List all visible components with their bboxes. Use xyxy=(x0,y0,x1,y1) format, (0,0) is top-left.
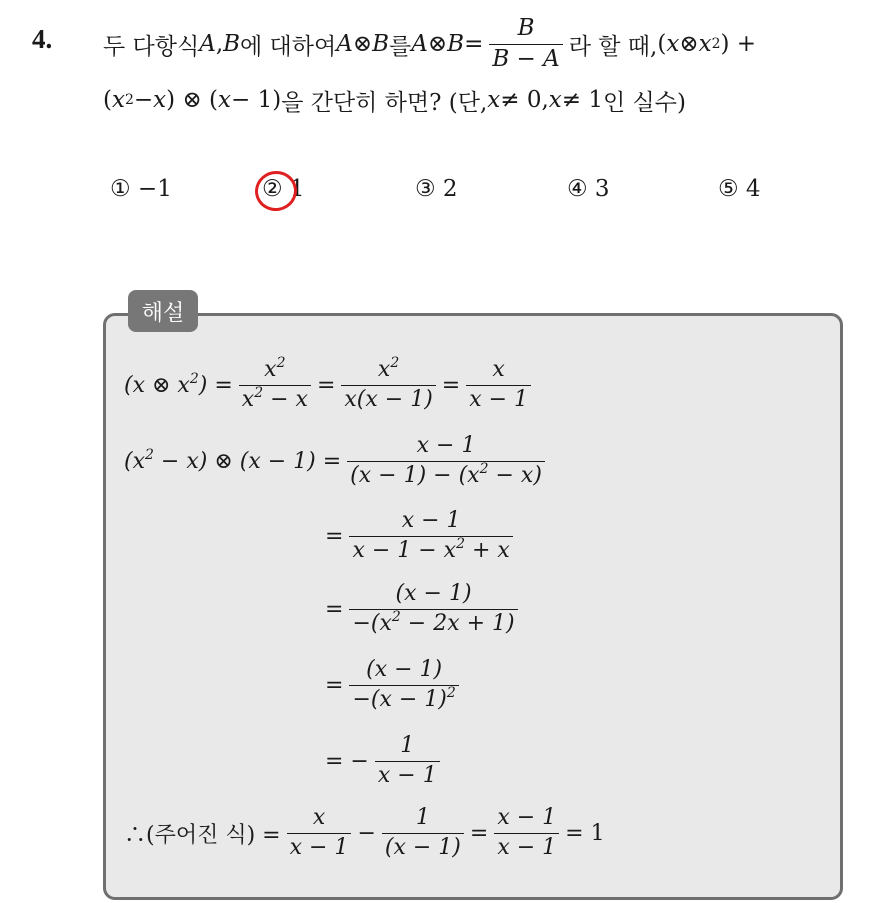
fraction-denominator: $x - 1 - x^2 + x$ xyxy=(349,536,512,563)
equals: = xyxy=(441,372,461,398)
equals: = xyxy=(469,820,489,846)
fraction-numerator: x − 1 xyxy=(497,805,557,831)
minus: − xyxy=(357,820,376,846)
paren: ( xyxy=(103,87,112,113)
fraction-denominator: x − 1 xyxy=(287,833,352,860)
text: 에 대하여 xyxy=(240,33,337,60)
var-b: B xyxy=(372,31,390,57)
fraction-denominator: $-(x^2 - 2x + 1)$ xyxy=(349,609,517,636)
var-a: A xyxy=(336,31,353,57)
fraction-denominator: x − 1 xyxy=(466,385,531,412)
fraction xyxy=(239,355,311,412)
comma: , xyxy=(215,31,224,57)
text: 인 실수) xyxy=(602,89,686,116)
tail: ) + xyxy=(720,31,757,57)
fraction-numerator: x − 1 xyxy=(401,508,461,534)
var-a: A xyxy=(411,31,428,57)
question-number: 4. xyxy=(32,24,53,54)
fraction-denominator: $-(x - 1)^2$ xyxy=(349,685,458,712)
paren: ( xyxy=(657,31,667,57)
solution-tag: 해설 xyxy=(128,290,198,332)
equals: = xyxy=(325,672,344,698)
fraction-denominator: x(x − 1) xyxy=(341,385,435,412)
var-x: x xyxy=(153,87,167,113)
fraction xyxy=(349,658,458,711)
fraction xyxy=(349,509,512,562)
condition: ≠ 0, xyxy=(500,87,549,113)
solution-row-6 xyxy=(325,728,446,794)
choice-2[interactable]: ② 1 xyxy=(262,176,305,202)
conclusion-lhs: ∴(주어진 식) = xyxy=(124,822,281,848)
fraction-denominator: $x^2 - x$ xyxy=(239,385,311,412)
choice-3[interactable]: ③ 2 xyxy=(415,176,458,202)
fraction xyxy=(375,734,440,787)
solution-row-1 xyxy=(124,350,537,420)
var-x: x xyxy=(487,87,501,113)
var-x: x xyxy=(666,31,680,57)
fraction-numerator: $x^2$ xyxy=(264,355,286,383)
otimes-operator: ⊗ xyxy=(427,31,448,57)
var-a: A xyxy=(199,31,216,57)
solution-row-4 xyxy=(325,576,524,642)
definition-fraction xyxy=(489,16,562,72)
question-line-1: 두 다항식 A , B 에 대하여 A ⊗ B 를 A ⊗ B = $\frac{B}{B - A}$ 라 할 때, ( x ⊗ x 2 ) + xyxy=(103,15,757,72)
lhs: $(x^2 - x)$ ⊗ (x − 1) = xyxy=(124,446,342,474)
var-x: x xyxy=(698,31,712,57)
fraction-numerator: x − 1 xyxy=(416,433,476,459)
operator: ) ⊗ ( xyxy=(166,87,218,113)
fraction-denominator: $(x - 1) - (x^2 - x)$ xyxy=(347,461,545,488)
condition: ≠ 1 xyxy=(561,87,603,113)
fraction-numerator: $x^2$ xyxy=(377,355,400,383)
equals: = xyxy=(325,596,344,622)
question-line-2: ( x 2 − x ) ⊗ ( x − 1) 을 간단히 하면? (단, x ≠ 0, x ≠ 1 인 실수) xyxy=(103,82,686,118)
choice-1[interactable]: ① −1 xyxy=(110,176,172,202)
fraction xyxy=(349,582,517,635)
fraction-numerator: (x − 1) xyxy=(366,657,443,683)
choice-4[interactable]: ④ 3 xyxy=(567,176,610,202)
fraction-numerator: 1 xyxy=(415,805,430,831)
otimes-operator: ⊗ xyxy=(352,31,373,57)
fraction-numerator: x xyxy=(312,805,326,831)
equals: = xyxy=(316,372,336,398)
selected-answer-circle xyxy=(252,168,300,215)
otimes-operator: ⊗ xyxy=(679,31,699,57)
fraction-numerator: (x − 1) xyxy=(395,581,472,607)
fraction-denominator: B − A xyxy=(489,44,562,72)
solution-row-2 xyxy=(124,425,551,497)
text: 라 할 때, xyxy=(568,33,658,60)
fraction-denominator: (x − 1) xyxy=(382,833,464,860)
minus-one: − 1) xyxy=(230,87,282,113)
fraction xyxy=(382,806,464,859)
equals: = xyxy=(325,523,344,549)
lhs: (x ⊗ $x^2$) = xyxy=(124,370,233,398)
equals-minus: = − xyxy=(325,748,369,774)
fraction-numerator: B xyxy=(517,15,535,42)
solution-row-5 xyxy=(325,652,465,718)
choice-5[interactable]: ⑤ 4 xyxy=(718,176,761,202)
fraction xyxy=(494,806,559,859)
minus: − xyxy=(133,87,154,113)
var-b: B xyxy=(223,31,241,57)
fraction-numerator: x xyxy=(492,357,505,383)
solution-row-7 xyxy=(124,800,605,866)
fraction-numerator: 1 xyxy=(400,733,415,759)
var-x: x xyxy=(218,87,231,113)
text: 두 다항식 xyxy=(103,33,200,60)
equals: = xyxy=(464,31,484,57)
var-b: B xyxy=(447,31,465,57)
fraction xyxy=(466,358,531,411)
fraction xyxy=(287,806,352,859)
fraction-denominator: x − 1 xyxy=(375,761,440,788)
var-x: x xyxy=(111,87,125,113)
result: = 1 xyxy=(565,820,605,846)
fraction xyxy=(341,355,435,412)
fraction-denominator: x − 1 xyxy=(494,833,559,860)
var-x: x xyxy=(548,87,562,113)
solution-row-3 xyxy=(325,503,519,569)
text: 를 xyxy=(389,33,412,60)
text: 을 간단히 하면? (단, xyxy=(281,89,488,116)
fraction xyxy=(347,434,545,487)
